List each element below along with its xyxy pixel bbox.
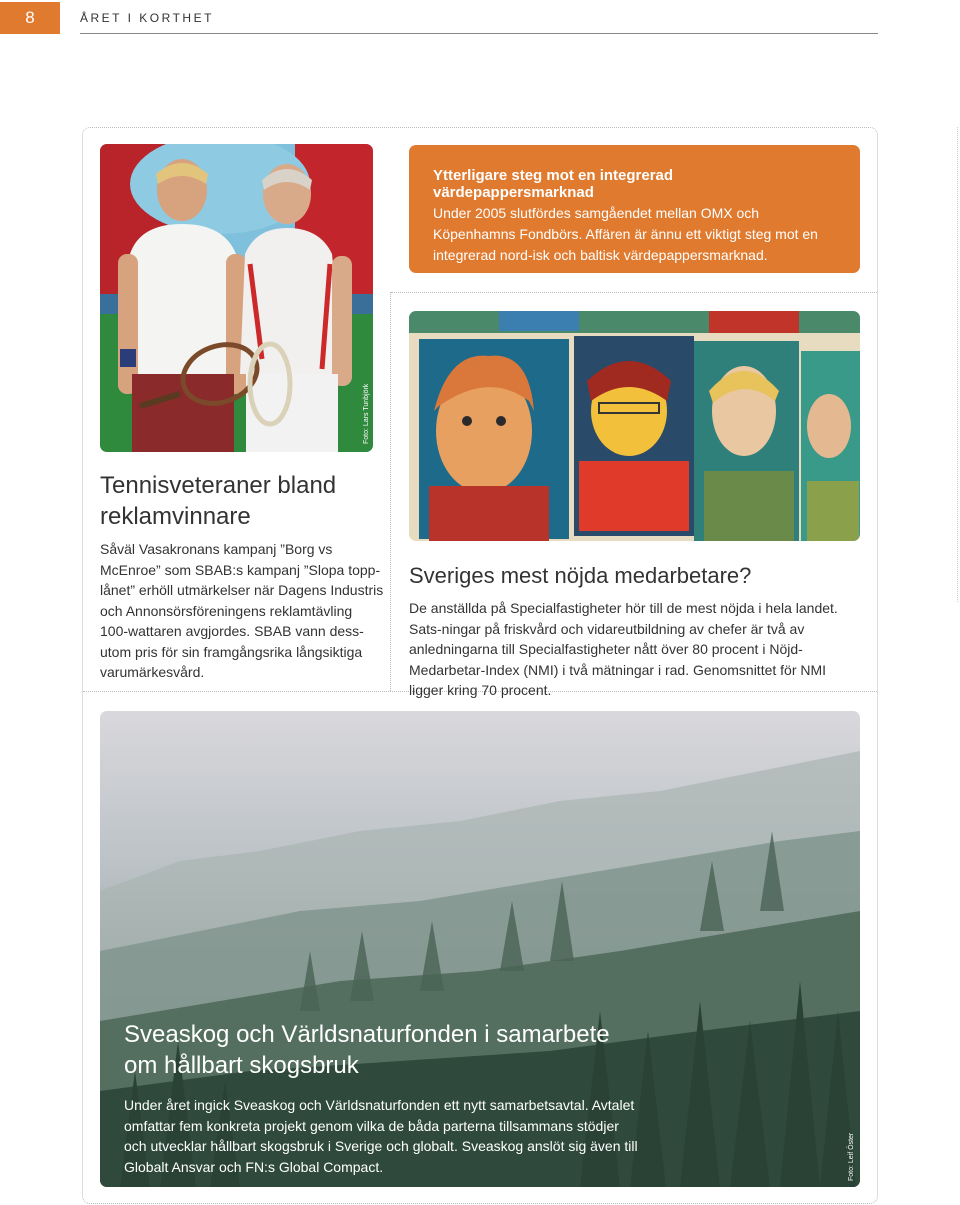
tennis-photo-credit: Foto: Lars Tunbjörk (363, 383, 370, 444)
forest-body: Under året ingick Sveaskog och Världsnaturfonden ett nytt samarbetsavtal. Avtalet omfattar fem konkreta projekt genom vilka de båda parterna tillsammans stödjer och utvecklar hållbart skogsbruk i Sverige och globalt. Sveaskog anslöt sig även till Globalt Ansvar och FN:s Global Compact. (124, 1097, 638, 1175)
employees-body: De anställda på Specialfastigheter hör till de mest nöjda i hela landet. Sats-ningar på friskvård och vidareutbildning av chefer är två av anledningarna till Specialfastigheter nått över 80 procent i Nöjd-Medarbetar-Index (NMI) i två mätningar i rad. Genomsnittet för NMI ligger kring 70 procent. (409, 600, 838, 698)
forest-article (124, 1019, 644, 1177)
forest-heading: Sveaskog och Världsnaturfonden i samarbete om hållbart skogsbruk (124, 1021, 610, 1079)
employees-heading: Sveriges mest nöjda medarbetare? (409, 563, 752, 588)
horizontal-divider-upper (391, 292, 877, 293)
news-box-title: Ytterligare steg mot en integrerad värdepappersmarknad (433, 167, 674, 201)
section-title: ÅRET I KORTHET (80, 11, 214, 25)
news-box-body: Under 2005 slutfördes samgåendet mellan OMX och Köpenhamns Fondbörs. Affären är ännu ett viktigt steg mot en integrerad nord-isk och baltisk värdepappersmarknad. (433, 205, 818, 263)
forest-photo-credit: Foto: Leif Öster (848, 1132, 855, 1181)
header-rule (80, 33, 878, 34)
page-number: 8 (0, 2, 60, 34)
tennis-body: Såväl Vasakronans kampanj ”Borg vs McEnroe” som SBAB:s kampanj ”Slopa topp-lånet” erhöll utmärkelser när Dagens Industris och Annonsörsföreningens reklamtävling 100-wattaren avgjordes. SBAB vann dess-utom pris för sin framgångsrika långsiktiga varumärkesvård. (100, 541, 384, 680)
tennis-veterans-photo (100, 144, 373, 452)
tennis-heading: Tennisveteraner bland reklamvinnare (100, 472, 337, 530)
vertical-divider (390, 292, 391, 691)
news-box-securities-market (409, 145, 860, 273)
employee-portraits-photo (409, 311, 860, 541)
page-edge-mark (957, 127, 958, 602)
